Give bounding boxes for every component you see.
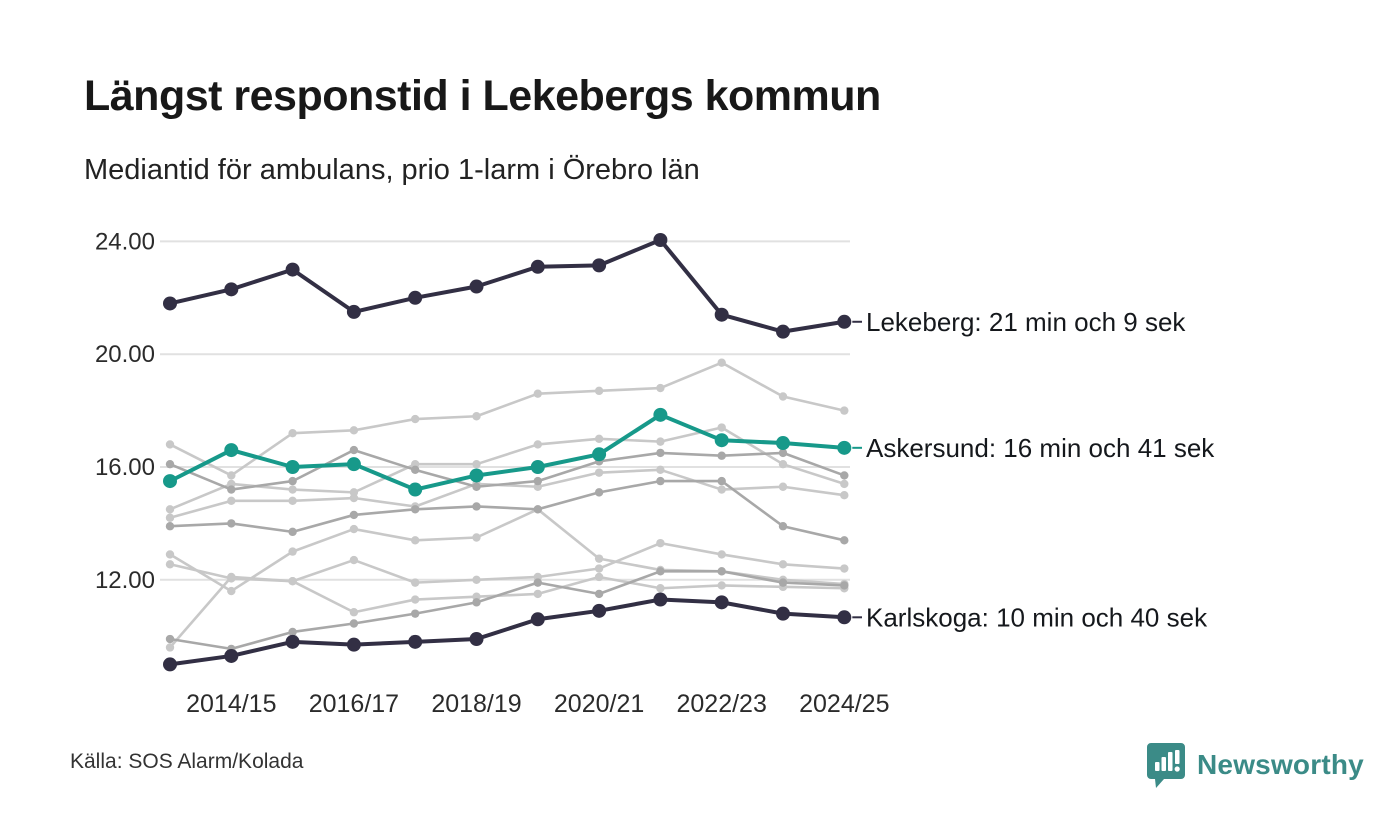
background-series-point: [411, 536, 419, 544]
background-series-point: [350, 608, 358, 616]
background-series-point: [227, 471, 235, 479]
background-series-point: [718, 452, 726, 460]
background-series-point: [288, 485, 296, 493]
background-series-point: [166, 550, 174, 558]
background-series-point: [411, 578, 419, 586]
y-axis-tick-label: 20.00: [94, 341, 155, 369]
newsworthy-icon: [1147, 741, 1187, 789]
background-series-point: [656, 437, 664, 445]
background-series-point: [840, 581, 848, 589]
background-series-point: [718, 423, 726, 431]
series-karlskoga-point: [163, 657, 177, 671]
background-series-point: [718, 485, 726, 493]
series-karlskoga-point: [592, 604, 606, 618]
background-series-point: [411, 415, 419, 423]
background-series-point: [595, 488, 603, 496]
background-series-point: [472, 598, 480, 606]
series-lekeberg-point: [286, 263, 300, 277]
series-askersund-point: [163, 474, 177, 488]
background-series-point: [656, 567, 664, 575]
background-series-point: [350, 446, 358, 454]
series-askersund-line: [170, 415, 844, 490]
background-series-point: [350, 494, 358, 502]
background-series-point: [779, 392, 787, 400]
background-series-point: [840, 564, 848, 572]
background-series-point: [166, 635, 174, 643]
background-series-point: [350, 426, 358, 434]
background-series-point: [534, 578, 542, 586]
series-label-askersund: Askersund: 16 min och 41 sek: [866, 432, 1215, 463]
background-series-point: [411, 609, 419, 617]
series-karlskoga-point: [715, 595, 729, 609]
background-series-point: [656, 384, 664, 392]
background-series-point: [779, 460, 787, 468]
series-askersund-point: [715, 433, 729, 447]
background-series-point: [534, 389, 542, 397]
background-series-point: [840, 536, 848, 544]
series-askersund-point: [653, 408, 667, 422]
background-series-point: [350, 511, 358, 519]
background-series-point: [718, 358, 726, 366]
background-series-point: [656, 449, 664, 457]
background-series-point: [166, 505, 174, 513]
background-series-line: [170, 543, 844, 582]
background-series-point: [472, 412, 480, 420]
series-karlskoga-point: [531, 612, 545, 626]
series-karlskoga-point: [286, 635, 300, 649]
series-askersund-point: [470, 468, 484, 482]
y-axis-tick-label: 24.00: [94, 228, 155, 256]
series-karlskoga-point: [224, 649, 238, 663]
background-series-point: [411, 595, 419, 603]
background-series-point: [595, 554, 603, 562]
background-series-point: [534, 440, 542, 448]
background-series-point: [534, 505, 542, 513]
background-series-point: [656, 466, 664, 474]
background-series-point: [411, 466, 419, 474]
background-series-point: [595, 435, 603, 443]
background-series-point: [350, 525, 358, 533]
series-askersund-point: [408, 483, 422, 497]
background-series-point: [288, 497, 296, 505]
background-series-point: [840, 480, 848, 488]
series-lekeberg-line: [170, 240, 844, 332]
series-lekeberg-point: [347, 305, 361, 319]
x-axis-tick-label: 2018/19: [431, 690, 522, 718]
background-series-point: [288, 429, 296, 437]
source-note: Källa: SOS Alarm/Kolada: [70, 750, 304, 773]
series-askersund-point: [286, 460, 300, 474]
background-series-point: [166, 522, 174, 530]
background-series-point: [779, 483, 787, 491]
background-series-point: [227, 485, 235, 493]
series-lekeberg-point: [163, 296, 177, 310]
series-karlskoga-point: [470, 632, 484, 646]
y-axis-tick-label: 16.00: [94, 454, 155, 481]
background-series-line: [170, 363, 844, 476]
background-series-point: [718, 550, 726, 558]
background-series-line: [170, 481, 844, 540]
brand-logo: [1147, 741, 1364, 789]
background-series-point: [595, 468, 603, 476]
series-askersund-point: [776, 436, 790, 450]
background-series-point: [779, 560, 787, 568]
series-label-lekeberg: Lekeberg: 21 min och 9 sek: [866, 306, 1186, 337]
background-series-point: [227, 587, 235, 595]
background-series-point: [166, 460, 174, 468]
series-karlskoga-point: [347, 638, 361, 652]
series-karlskoga-line: [170, 600, 844, 665]
background-series-point: [288, 477, 296, 485]
y-axis-tick-label: 12.00: [94, 566, 155, 594]
background-series-point: [840, 471, 848, 479]
background-series-point: [595, 387, 603, 395]
background-series-point: [718, 477, 726, 485]
background-series-line: [170, 571, 844, 649]
series-lekeberg-point: [653, 233, 667, 247]
background-series-point: [166, 560, 174, 568]
background-series-point: [227, 519, 235, 527]
background-series-point: [656, 584, 664, 592]
background-series-point: [595, 564, 603, 572]
background-series-point: [166, 440, 174, 448]
background-series-point: [534, 590, 542, 598]
x-axis-tick-label: 2014/15: [186, 690, 277, 718]
background-series-point: [472, 576, 480, 584]
x-axis-tick-label: 2020/21: [553, 690, 645, 718]
background-series-point: [472, 533, 480, 541]
page-subtitle: Mediantid för ambulans, prio 1-larm i Örebro län: [84, 154, 700, 186]
background-series-point: [840, 406, 848, 414]
background-series-point: [472, 460, 480, 468]
background-series-point: [840, 491, 848, 499]
series-askersund-point: [531, 460, 545, 474]
background-series-point: [718, 581, 726, 589]
background-series-point: [595, 590, 603, 598]
background-series-point: [595, 573, 603, 581]
background-series-point: [411, 505, 419, 513]
background-series-point: [288, 577, 296, 585]
background-series-point: [718, 567, 726, 575]
background-series-point: [656, 539, 664, 547]
background-series-point: [779, 522, 787, 530]
series-lekeberg-point: [837, 315, 851, 329]
background-series-point: [534, 477, 542, 485]
series-askersund-point: [592, 447, 606, 461]
background-series-point: [166, 643, 174, 651]
series-lekeberg-point: [776, 325, 790, 339]
series-label-karlskoga: Karlskoga: 10 min och 40 sek: [866, 602, 1208, 633]
background-series-point: [166, 514, 174, 522]
series-lekeberg-point: [531, 260, 545, 274]
background-series-point: [656, 477, 664, 485]
background-series-point: [350, 619, 358, 627]
background-series-point: [472, 483, 480, 491]
background-series-point: [779, 578, 787, 586]
page-title: Längst responstid i Lekebergs kommun: [84, 72, 881, 120]
brand-name: Newsworthy: [1197, 749, 1364, 780]
series-lekeberg-point: [470, 280, 484, 294]
series-karlskoga-point: [408, 635, 422, 649]
series-lekeberg-point: [224, 282, 238, 296]
series-karlskoga-point: [653, 593, 667, 607]
background-series-line: [170, 470, 844, 518]
series-askersund-point: [347, 457, 361, 471]
x-axis-tick-label: 2022/23: [676, 690, 767, 718]
background-series-point: [288, 547, 296, 555]
x-axis-tick-label: 2024/25: [799, 690, 890, 718]
series-lekeberg-point: [715, 308, 729, 322]
background-series-point: [350, 556, 358, 564]
series-karlskoga-point: [776, 607, 790, 621]
background-series-point: [472, 502, 480, 510]
series-karlskoga-point: [837, 610, 851, 624]
series-askersund-point: [224, 443, 238, 457]
background-series-point: [227, 497, 235, 505]
series-lekeberg-point: [408, 291, 422, 305]
x-axis-tick-label: 2016/17: [308, 690, 400, 718]
background-series-point: [227, 573, 235, 581]
background-series-point: [288, 528, 296, 536]
series-askersund-point: [837, 441, 851, 455]
series-lekeberg-point: [592, 258, 606, 272]
